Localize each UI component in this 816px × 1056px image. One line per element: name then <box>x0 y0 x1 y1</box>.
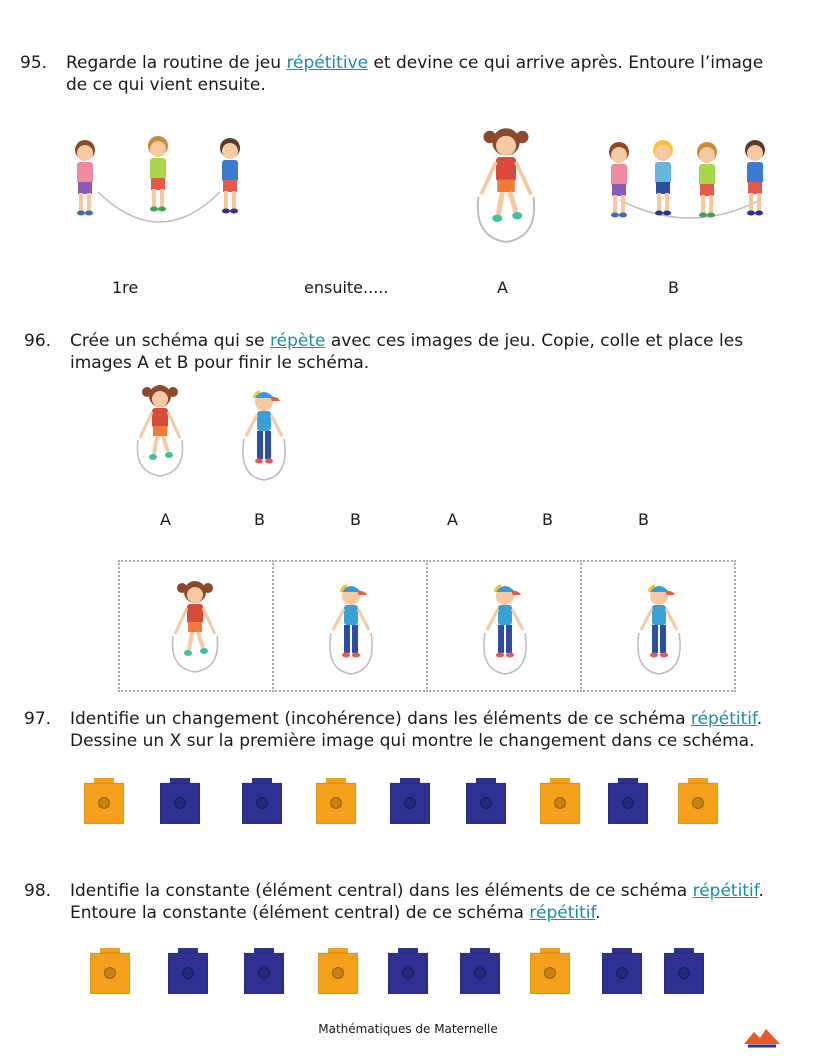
footer-title: Mathématiques de Maternelle <box>318 1022 498 1036</box>
question-text <box>70 330 790 374</box>
question-text-part: . Dessine un X sur la première image qui montre le changement dans ce schéma. <box>70 709 763 751</box>
boy-jump-rope-image <box>628 578 690 678</box>
question-text-part: Crée un schéma qui se <box>70 331 270 351</box>
question-text-part: avec ces images de jeu. Copie, colle et place les images A et B pour finir le schéma. <box>70 331 744 373</box>
navy-cube-block[interactable] <box>242 778 282 824</box>
question-number: 97. <box>24 709 52 729</box>
cube-pattern-row-98 <box>0 948 816 998</box>
pattern-slot[interactable] <box>426 560 582 692</box>
question-text-part: . <box>595 903 601 923</box>
question-text-part: . Entoure la constante (élément central) de ce schéma <box>70 881 764 923</box>
navy-cube-block[interactable] <box>390 778 430 824</box>
navy-cube-block[interactable] <box>460 948 500 994</box>
navy-cube-block[interactable] <box>388 948 428 994</box>
question-text <box>66 52 786 96</box>
cube-pattern-row-97 <box>0 778 816 828</box>
glossary-link[interactable]: répétitif <box>692 881 759 901</box>
label-a: A <box>497 278 508 297</box>
pattern-slot[interactable] <box>118 560 274 692</box>
pattern-label: B <box>638 510 649 529</box>
label-b: B <box>668 278 679 297</box>
pattern-slot[interactable] <box>272 560 428 692</box>
pattern-label: B <box>350 510 361 529</box>
pattern-label: B <box>254 510 265 529</box>
orange-cube-block[interactable] <box>530 948 570 994</box>
question-number: 95. <box>20 53 48 73</box>
pattern-slot[interactable] <box>580 560 736 692</box>
orange-cube-block[interactable] <box>84 778 124 824</box>
girl-jump-rope-image <box>164 576 226 676</box>
label-next: ensuite..... <box>304 278 389 297</box>
pattern-label: A <box>160 510 171 529</box>
glossary-link[interactable]: répétitif <box>690 709 757 729</box>
navy-cube-block[interactable] <box>168 948 208 994</box>
sample-a-girl-image[interactable] <box>126 380 194 480</box>
boy-jump-rope-image <box>474 578 536 678</box>
glossary-link[interactable]: répète <box>270 331 326 351</box>
kids-jump-rope-image <box>60 132 260 242</box>
label-first: 1re <box>112 278 139 297</box>
question-number: 98. <box>24 881 52 901</box>
navy-cube-block[interactable] <box>664 948 704 994</box>
question-text <box>70 880 790 924</box>
four-kids-image[interactable] <box>600 136 780 228</box>
navy-cube-block[interactable] <box>602 948 642 994</box>
orange-cube-block[interactable] <box>678 778 718 824</box>
orange-cube-block[interactable] <box>316 778 356 824</box>
sample-b-boy-image[interactable] <box>230 384 298 484</box>
orange-cube-block[interactable] <box>540 778 580 824</box>
question-text-part: Identifie la constante (élément central) dans les éléments de ce schéma <box>70 881 693 901</box>
pattern-label: B <box>542 510 553 529</box>
question-97 <box>24 708 804 758</box>
girl-jump-rope-image[interactable] <box>466 122 546 247</box>
question-98 <box>24 880 804 930</box>
glossary-link[interactable]: répétitive <box>286 53 369 73</box>
navy-cube-block[interactable] <box>466 778 506 824</box>
navy-cube-block[interactable] <box>608 778 648 824</box>
boy-jump-rope-image <box>320 578 382 678</box>
orange-cube-block[interactable] <box>90 948 130 994</box>
question-number: 96. <box>24 331 52 351</box>
navy-cube-block[interactable] <box>244 948 284 994</box>
question-text-part: et devine ce qui arrive après. Entoure l’image de ce qui vient ensuite. <box>66 53 764 95</box>
question-text-part: Regarde la routine de jeu <box>66 53 287 73</box>
orange-cube-block[interactable] <box>318 948 358 994</box>
mountain-logo-icon <box>744 1026 780 1048</box>
question-95 <box>20 52 800 102</box>
question-text-part: Identifie un changement (incohérence) dans les éléments de ce schéma <box>70 709 691 729</box>
pattern-label: A <box>447 510 458 529</box>
question-text <box>70 708 790 752</box>
navy-cube-block[interactable] <box>160 778 200 824</box>
glossary-link[interactable]: répétitif <box>529 903 596 923</box>
question-96 <box>24 330 804 380</box>
